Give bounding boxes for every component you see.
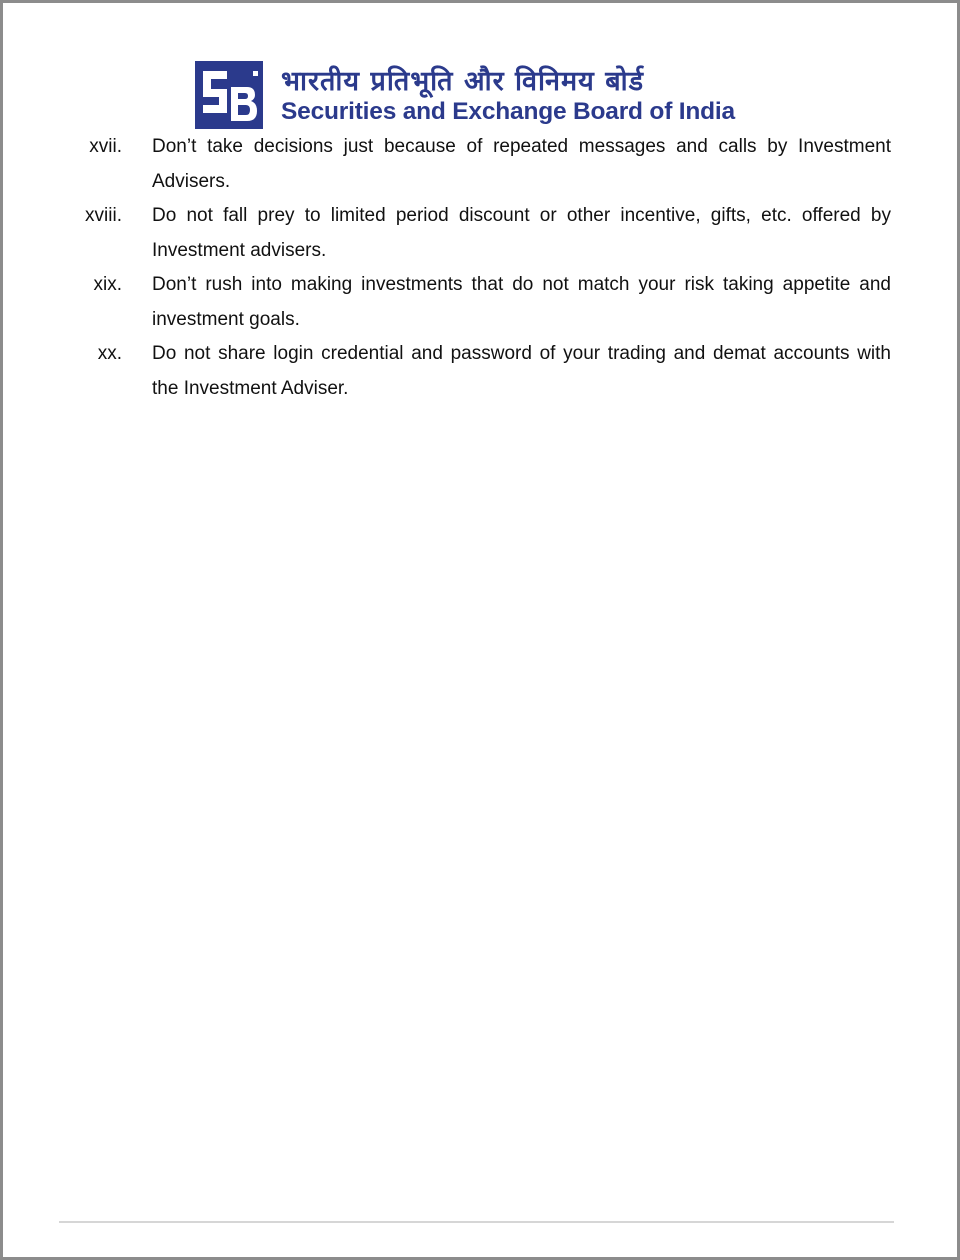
list-item-text: Don’t rush into making investments that do not match your risk taking appetite and investment goals. (152, 274, 891, 330)
list-item (79, 268, 891, 337)
list-item-text: Don’t take decisions just because of repeated messages and calls by Investment Advisers. (152, 136, 891, 192)
sebi-logo-icon (195, 61, 263, 129)
org-name-hindi: भारतीय प्रतिभूति और विनिमय बोर्ड (281, 66, 645, 97)
list-item-text: Do not fall prey to limited period discount or other incentive, gifts, etc. offered by Investment advisers. (152, 205, 891, 261)
list-item-number: xix. (93, 274, 122, 295)
list-item (79, 337, 891, 406)
list-item-text: Do not share login credential and password of your trading and demat accounts with the Investment Adviser. (152, 343, 891, 399)
list-item-number: xviii. (85, 205, 122, 226)
footer-divider (59, 1221, 894, 1223)
advice-list (79, 130, 891, 406)
list-item (79, 199, 891, 268)
list-item-number: xvii. (89, 136, 122, 157)
list-item-number: xx. (97, 343, 122, 364)
list-item (79, 130, 891, 199)
org-name-english: Securities and Exchange Board of India (281, 98, 735, 125)
letterhead (195, 61, 765, 131)
